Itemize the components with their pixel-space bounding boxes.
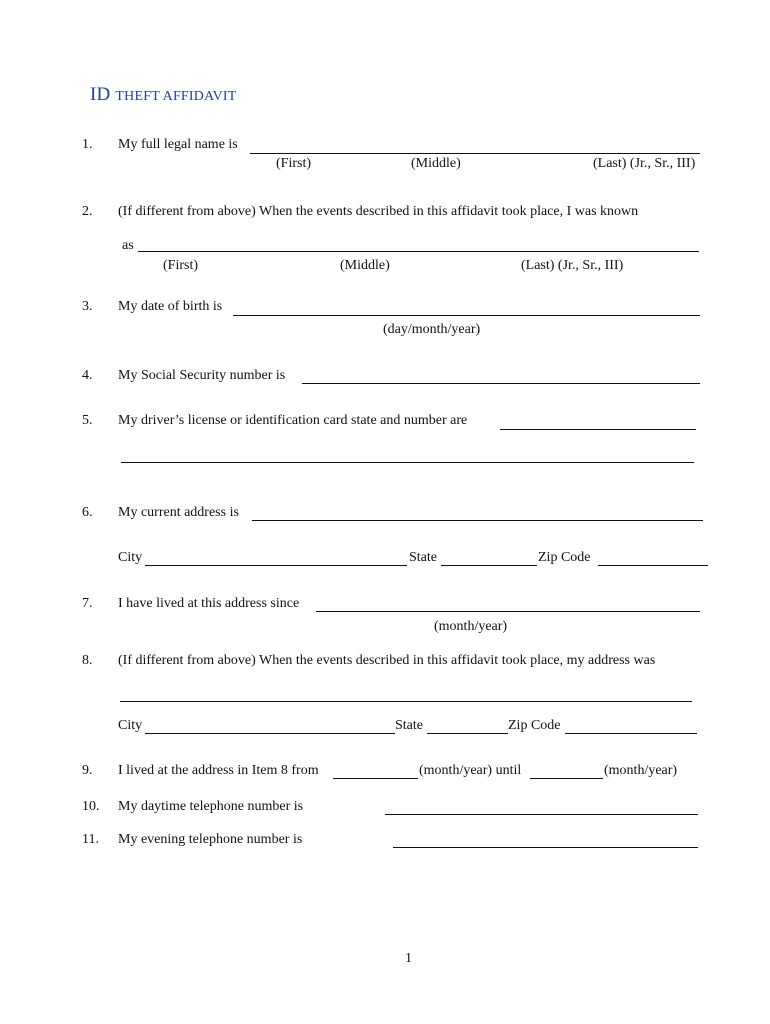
- current-address-field[interactable]: [252, 520, 703, 521]
- item-4-number: 4.: [82, 368, 93, 383]
- former-city-field[interactable]: [145, 733, 395, 734]
- current-state-field[interactable]: [441, 565, 537, 566]
- former-name-field[interactable]: [138, 251, 699, 252]
- current-city-field[interactable]: [145, 565, 407, 566]
- name-middle-caption: (Middle): [411, 156, 461, 171]
- item-9-text: I lived at the address in Item 8 from: [118, 763, 319, 778]
- former-zip-field[interactable]: [565, 733, 697, 734]
- item-2-text: (If different from above) When the events described in this affidavit took place, I was known: [118, 204, 639, 219]
- lived-since-field[interactable]: [316, 611, 700, 612]
- title-rest: THEFT AFFIDAVIT: [115, 89, 237, 104]
- item-11-number: 11.: [82, 832, 99, 847]
- item-8-text: (If different from above) When the events described in this affidavit took place, my address was: [118, 653, 656, 668]
- item-7-number: 7.: [82, 596, 93, 611]
- evening-phone-field[interactable]: [393, 847, 698, 848]
- item-4-text: My Social Security number is: [118, 368, 286, 383]
- item-10-text: My daytime telephone number is: [118, 799, 304, 814]
- former-city-label: City: [118, 718, 143, 733]
- item-3-number: 3.: [82, 299, 93, 314]
- item-3-text: My date of birth is: [118, 299, 223, 314]
- ssn-field[interactable]: [302, 383, 700, 384]
- daytime-phone-field[interactable]: [385, 814, 698, 815]
- item-8-number: 8.: [82, 653, 93, 668]
- former-last-caption: (Last) (Jr., Sr., III): [521, 258, 624, 273]
- former-middle-caption: (Middle): [340, 258, 390, 273]
- license-field-1[interactable]: [500, 429, 696, 430]
- dob-caption: (day/month/year): [383, 322, 481, 337]
- lived-until-field[interactable]: [530, 778, 603, 779]
- current-state-label: State: [409, 550, 437, 565]
- item-1-text: My full legal name is: [118, 137, 238, 152]
- current-city-label: City: [118, 550, 143, 565]
- item-9-number: 9.: [82, 763, 93, 778]
- item-9-mid: (month/year) until: [419, 763, 522, 778]
- page-title: [90, 84, 237, 106]
- item-2-number: 2.: [82, 204, 93, 219]
- lived-from-field[interactable]: [333, 778, 418, 779]
- former-zip-label: Zip Code: [508, 718, 561, 733]
- current-zip-label: Zip Code: [538, 550, 591, 565]
- name-first-caption: (First): [276, 156, 311, 171]
- item-6-text: My current address is: [118, 505, 239, 520]
- former-state-field[interactable]: [427, 733, 508, 734]
- item-7-text: I have lived at this address since: [118, 596, 300, 611]
- item-6-number: 6.: [82, 505, 93, 520]
- title-id: ID: [90, 84, 111, 105]
- item-11-text: My evening telephone number is: [118, 832, 303, 847]
- date-of-birth-field[interactable]: [233, 315, 700, 316]
- item-5-text: My driver’s license or identification card state and number are: [118, 413, 468, 428]
- item-1-number: 1.: [82, 137, 93, 152]
- item-10-number: 10.: [82, 799, 100, 814]
- full-name-field[interactable]: [250, 153, 700, 154]
- former-first-caption: (First): [163, 258, 198, 273]
- item-2-as: as: [122, 238, 134, 253]
- current-zip-field[interactable]: [598, 565, 708, 566]
- page-number: 1: [405, 951, 412, 966]
- lived-since-caption: (month/year): [434, 619, 508, 634]
- former-state-label: State: [395, 718, 423, 733]
- former-address-field[interactable]: [120, 701, 692, 702]
- item-9-end: (month/year): [604, 763, 678, 778]
- name-last-caption: (Last) (Jr., Sr., III): [593, 156, 696, 171]
- license-field-2[interactable]: [121, 462, 694, 463]
- item-5-number: 5.: [82, 413, 93, 428]
